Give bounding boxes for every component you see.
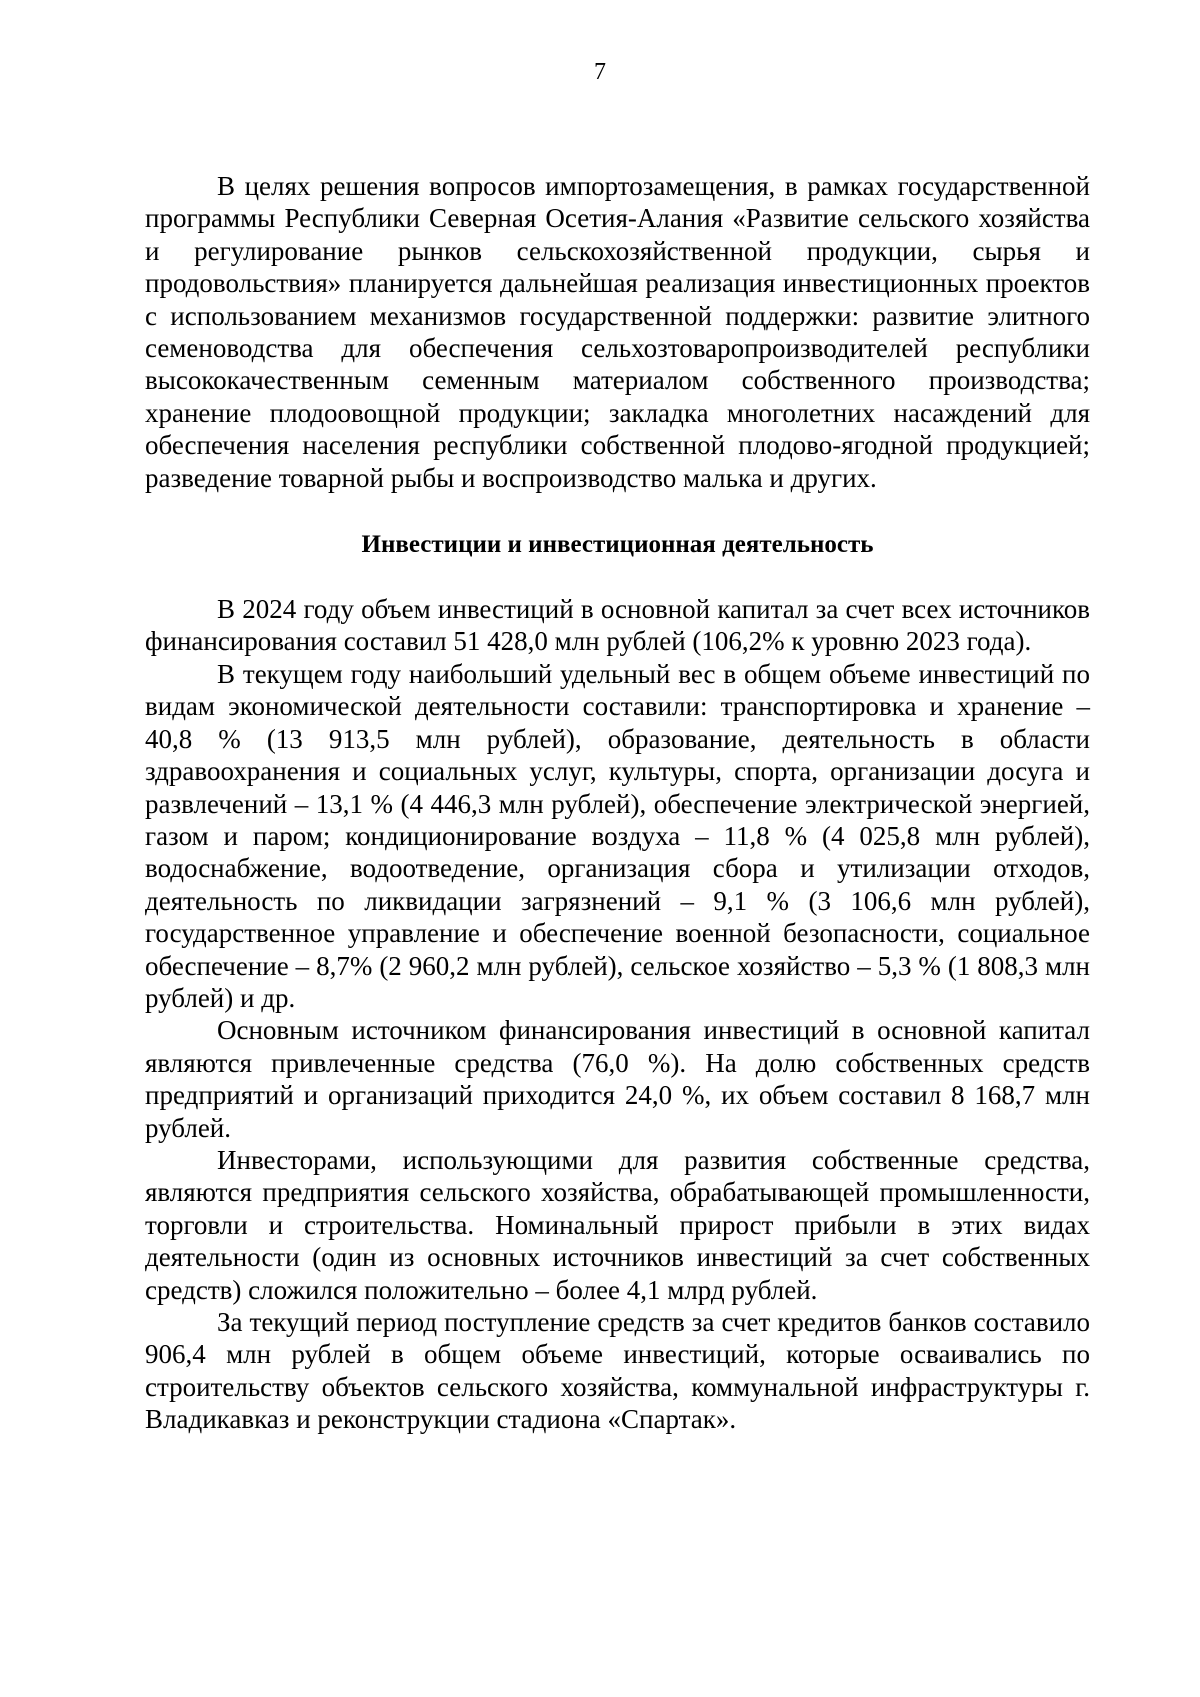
spacer bbox=[145, 561, 1090, 593]
paragraph-bank-credits: За текущий период поступление средств за счет кредитов банков составило 906,4 млн рублей в общем объеме инвестиций, которые осваивались по строительству объектов сельского хозяйства, коммунальной инфраструктуры г. Владикавказ и реконструкции стадиона «Спартак». bbox=[145, 1307, 1090, 1435]
paragraph-investment-volume: В 2024 году объем инвестиций в основной капитал за счет всех источников финансирования составил 51 428,0 млн рублей (106,2% к уровню 2023 года). bbox=[145, 594, 1090, 657]
paragraph-funding-sources: Основным источником финансирования инвестиций в основной капитал являются привлеченные средства (76,0 %). На долю собственных средств предприятий и организаций приходится 24,0 %, их объем составил 8 168,7 млн рублей. bbox=[145, 1015, 1090, 1143]
document-body bbox=[145, 170, 1090, 1436]
intro-paragraph: В целях решения вопросов импортозамещения, в рамках государственной программы Республики Северная Осетия-Алания «Развитие сельского хозяйства и регулирование рынков сельскохозяйственной продукции, сырья и продовольствия» планируется дальнейшая реализация инвестиционных проектов с использованием механизмов государственной поддержки: развитие элитного семеноводства для обеспечения сельхозтоваропроизводителей республики высококачественным семенным материалом собственного производства; хранение плодоовощной продукции; закладка многолетних насаждений для обеспечения населения республики собственной плодово-ягодной продукцией; разведение товарной рыбы и воспроизводство малька и других. bbox=[145, 171, 1090, 493]
section-heading: Инвестиции и инвестиционная деятельность bbox=[361, 531, 874, 559]
spacer bbox=[145, 494, 1090, 529]
page-number: 7 bbox=[594, 59, 606, 85]
paragraph-investment-structure: В текущем году наибольший удельный вес в общем объеме инвестиций по видам экономической деятельности составили: транспортировка и хранение – 40,8 % (13 913,5 млн рублей), образование, деятельность в области здравоохранения и социальных услуг, культуры, спорта, организации досуга и развлечений – 13,1 % (4 446,3 млн рублей), обеспечение электрической энергией, газом и паром; кондиционирование воздуха – 11,8 % (4 025,8 млн рублей), водоснабжение, водоотведение, организация сбора и утилизации отходов, деятельность по ликвидации загрязнений – 9,1 % (3 106,6 млн рублей), государственное управление и обеспечение военной безопасности, социальное обеспечение – 8,7% (2 960,2 млн рублей), сельское хозяйство – 5,3 % (1 808,3 млн рублей) и др. bbox=[145, 658, 1090, 1013]
paragraph-investors: Инвесторами, использующими для развития собственные средства, являются предприятия сельского хозяйства, обрабатывающей промышленности, торговли и строительства. Номинальный прирост прибыли в этих видах деятельности (один из основных источников инвестиций за счет собственных средств) сложился положительно – более 4,1 млрд рублей. bbox=[145, 1144, 1090, 1305]
